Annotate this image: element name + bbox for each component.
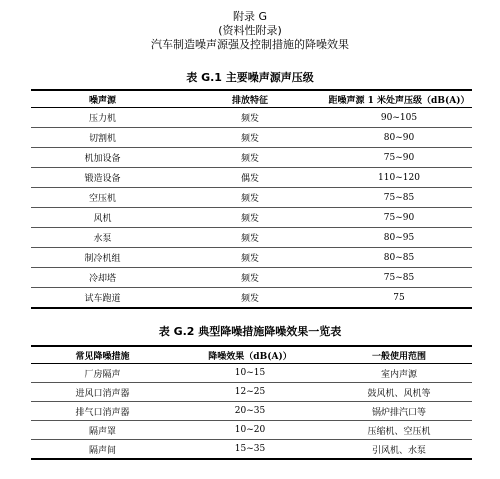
table-cell: 频发: [174, 268, 326, 288]
noise-reduction-table: [31, 345, 472, 460]
table-cell: 厂房隔声: [31, 364, 174, 383]
table-row: [31, 128, 472, 148]
table-cell: 频发: [174, 188, 326, 208]
table-cell: 频发: [174, 108, 326, 128]
table-cell: 进风口消声器: [31, 383, 174, 402]
table-cell: 12~25: [174, 383, 326, 402]
table-cell: 引风机、水泵: [326, 440, 472, 460]
column-header: 噪声源: [31, 90, 174, 108]
table-cell: 水泵: [31, 228, 174, 248]
table-cell: 频发: [174, 148, 326, 168]
table-cell: 10~20: [174, 421, 326, 440]
table-cell: 隔声罩: [31, 421, 174, 440]
table-row: [31, 383, 472, 402]
table-row: [31, 108, 472, 128]
table-cell: 制冷机组: [31, 248, 174, 268]
appendix-note: (资料性附录): [218, 24, 282, 37]
table-cell: 冷却塔: [31, 268, 174, 288]
table-cell: 频发: [174, 288, 326, 309]
table-cell: 机加设备: [31, 148, 174, 168]
table-header-row: [31, 346, 472, 364]
table-row: [31, 148, 472, 168]
noise-source-table: [31, 89, 472, 309]
table-cell: 锅炉排汽口等: [326, 402, 472, 421]
table-cell: 80~85: [326, 248, 472, 268]
table-cell: 鼓风机、风机等: [326, 383, 472, 402]
column-header: 一般使用范围: [326, 346, 472, 364]
column-header: 排放特征: [174, 90, 326, 108]
table-header-row: [31, 90, 472, 108]
table-cell: 80~90: [326, 128, 472, 148]
table-row: [31, 228, 472, 248]
table-cell: 排气口消声器: [31, 402, 174, 421]
table-cell: 室内声源: [326, 364, 472, 383]
table-cell: 隔声间: [31, 440, 174, 460]
table-cell: 90~105: [326, 108, 472, 128]
table-row: [31, 268, 472, 288]
table2-caption: 表 G.2 典型降噪措施降噪效果一览表: [158, 325, 342, 338]
table-cell: 风机: [31, 208, 174, 228]
table1-caption: 表 G.1 主要噪声源声压级: [186, 71, 314, 84]
table-cell: 15~35: [174, 440, 326, 460]
table-cell: 偶发: [174, 168, 326, 188]
table-cell: 75~90: [326, 148, 472, 168]
table-cell: 压缩机、空压机: [326, 421, 472, 440]
table-cell: 频发: [174, 208, 326, 228]
column-header: 距噪声源 1 米处声压级（dB(A)）: [326, 90, 472, 108]
table-cell: 20~35: [174, 402, 326, 421]
column-header: 降噪效果（dB(A)）: [174, 346, 326, 364]
table-cell: 锻造设备: [31, 168, 174, 188]
appendix-title: 汽车制造噪声源强及控制措施的降噪效果: [151, 38, 349, 51]
table-cell: 75~85: [326, 268, 472, 288]
table-row: [31, 168, 472, 188]
table-cell: 切割机: [31, 128, 174, 148]
table-row: [31, 188, 472, 208]
appendix-label: 附录 G: [232, 10, 268, 23]
table-cell: 10~15: [174, 364, 326, 383]
table-row: [31, 440, 472, 460]
table-row: [31, 248, 472, 268]
table-row: [31, 288, 472, 309]
column-header: 常见降噪措施: [31, 346, 174, 364]
table-cell: 频发: [174, 248, 326, 268]
table-cell: 75: [326, 288, 472, 309]
table-row: [31, 364, 472, 383]
table-row: [31, 208, 472, 228]
table-cell: 80~95: [326, 228, 472, 248]
table-cell: 频发: [174, 128, 326, 148]
table-cell: 压力机: [31, 108, 174, 128]
table-cell: 频发: [174, 228, 326, 248]
table-row: [31, 402, 472, 421]
table-cell: 75~90: [326, 208, 472, 228]
table-cell: 75~85: [326, 188, 472, 208]
table-cell: 空压机: [31, 188, 174, 208]
table-row: [31, 421, 472, 440]
table-cell: 110~120: [326, 168, 472, 188]
table-cell: 试车跑道: [31, 288, 174, 309]
